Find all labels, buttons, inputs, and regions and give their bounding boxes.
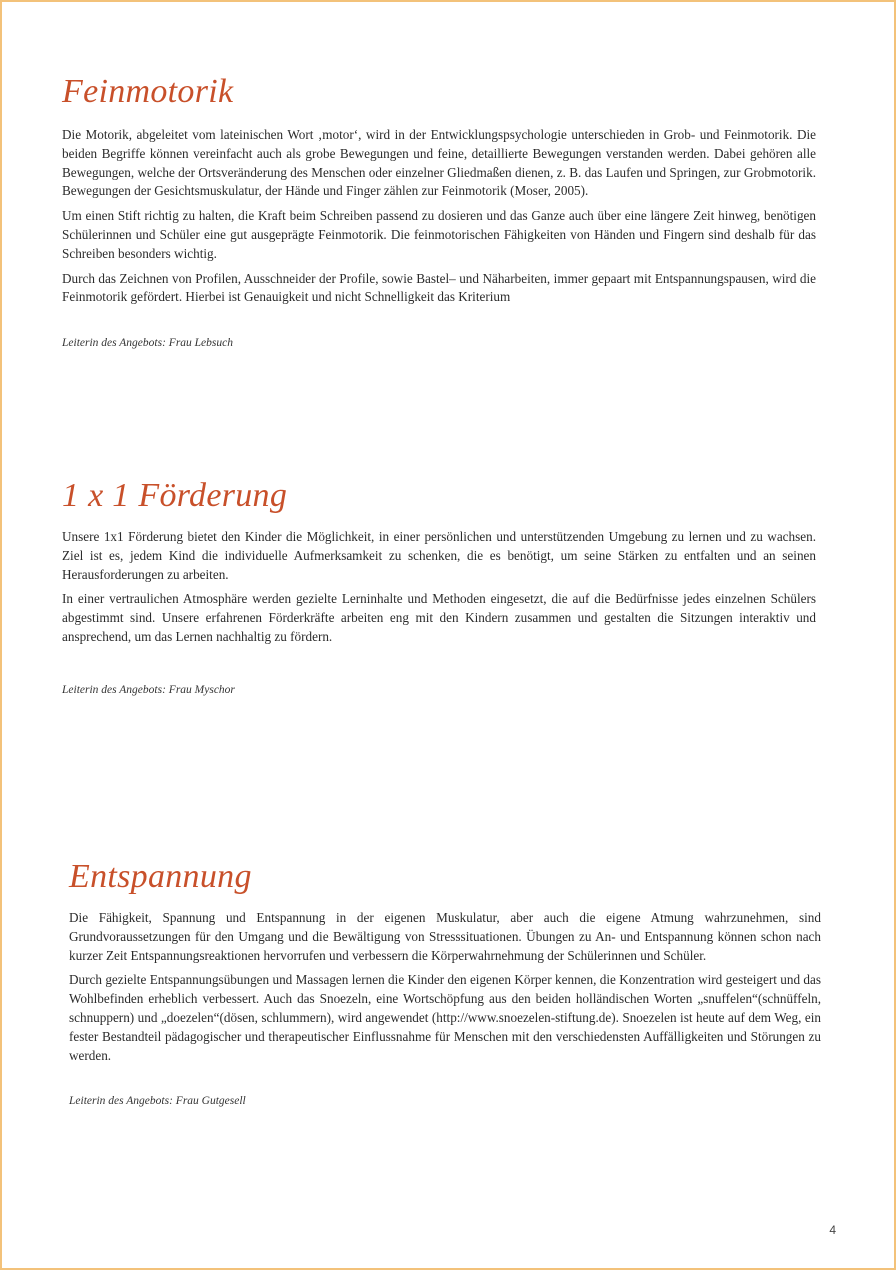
paragraph: Unsere 1x1 Förderung bietet den Kinder die Möglichkeit, in einer persönlichen und unterstützenden Umgebung zu lernen und zu wachsen. Ziel ist es, jedem Kind die individuelle Aufmerksamkeit zu schenken, die es benötigt, um seine Stärken zu entfalten und an seinen Herausforderungen zu arbeiten.: [62, 529, 816, 582]
section-title: 1 x 1 Förderung: [62, 477, 288, 514]
paragraph: Durch das Zeichnen von Profilen, Ausschneider der Profile, sowie Bastel– und Näharbeiten, immer gepaart mit Entspannungspausen, wird die Feinmotorik gefördert. Hierbei ist Genauigkeit und nicht Schnelligkeit das Kriterium: [62, 270, 816, 305]
offer-leader: Leiterin des Angebots: Frau Myschor: [62, 683, 235, 696]
paragraph: In einer vertraulichen Atmosphäre werden gezielte Lerninhalte und Methoden eingesetzt, die auf die Bedürfnisse jedes einzelnen Schülers abgestimmt sind. Unsere erfahrenen Förderkräfte arbeiten eng mit den Kindern zusammen und gestalten die Sitzungen interaktiv und ansprechend, um das Lernen nachhaltig zu fördern.: [62, 591, 816, 644]
page-number: 4: [829, 1223, 836, 1237]
paragraph: Durch gezielte Entspannungsübungen und Massagen lernen die Kinder den eigenen Körper kennen, die Konzentration wird gesteigert und das Wohlbefinden erheblich verbessert. Auch das Snoezeln, eine Wortschöpfung aus den beiden holländischen Worten „snuffelen“(schnüffeln, schnuppern) und „doezelen“(dösen, schlummern), wird angewendet (http://www.snoezelen-stiftung.de). Snoezelen ist heute auf dem Weg, ein fester Bestandteil pädagogischer und therapeutischer Einflussnahme für Menschen mit den verschiedensten Auffälligkeiten und Störungen zu werden.: [69, 972, 821, 1063]
section-title: Entspannung: [69, 858, 252, 895]
offer-leader: Leiterin des Angebots: Frau Gutgesell: [69, 1095, 246, 1108]
paragraph: Die Fähigkeit, Spannung und Entspannung in der eigenen Muskulatur, aber auch die eigene Atmung wahrzunehmen, sind Grundvoraussetzungen für den Umgang und die Bewältigung von Stresssituationen. Übungen zu An- und Entspannung können schon nach kurzer Zeit Entspannungsreaktionen hervorrufen und verbessern die Körperwahrnehmung der Schülerinnen und Schüler.: [69, 910, 821, 963]
section-1x1-foerderung: [2, 476, 896, 696]
paragraph: Um einen Stift richtig zu halten, die Kraft beim Schreiben passend zu dosieren und das Ganze auch über eine längere Zeit hinweg, benötigen Schülerinnen und Schüler eine gut ausgeprägte Feinmotorik. Die feinmotorischen Fähigkeiten von Händen und Fingern sind deshalb für das Schreiben besonders wichtig.: [62, 208, 816, 261]
paragraph: Die Motorik, abgeleitet vom lateinischen Wort ‚motor‘, wird in der Entwicklungspsychologie unterschieden in Grob- und Feinmotorik. Die beiden Begriffe können vereinfacht auch als grobe Bewegungen und feine, detaillierte Bewegungen verstanden werden. Dabei gehören alle Bewegungen, welche der Ortsveränderung des Menschen oder einzelner Gliedmaßen dienen, z. B. das Laufen und Springen, zur Grobmotorik. Bewegungen der Gesichtsmuskulatur, der Hände und Finger zählen zur Feinmotorik (Moser, 2005).: [62, 127, 816, 199]
section-entspannung: [2, 857, 896, 1107]
section-feinmotorik: [2, 72, 896, 349]
offer-leader: Leiterin des Angebots: Frau Lebsuch: [62, 337, 233, 350]
section-title: Feinmotorik: [62, 73, 234, 110]
